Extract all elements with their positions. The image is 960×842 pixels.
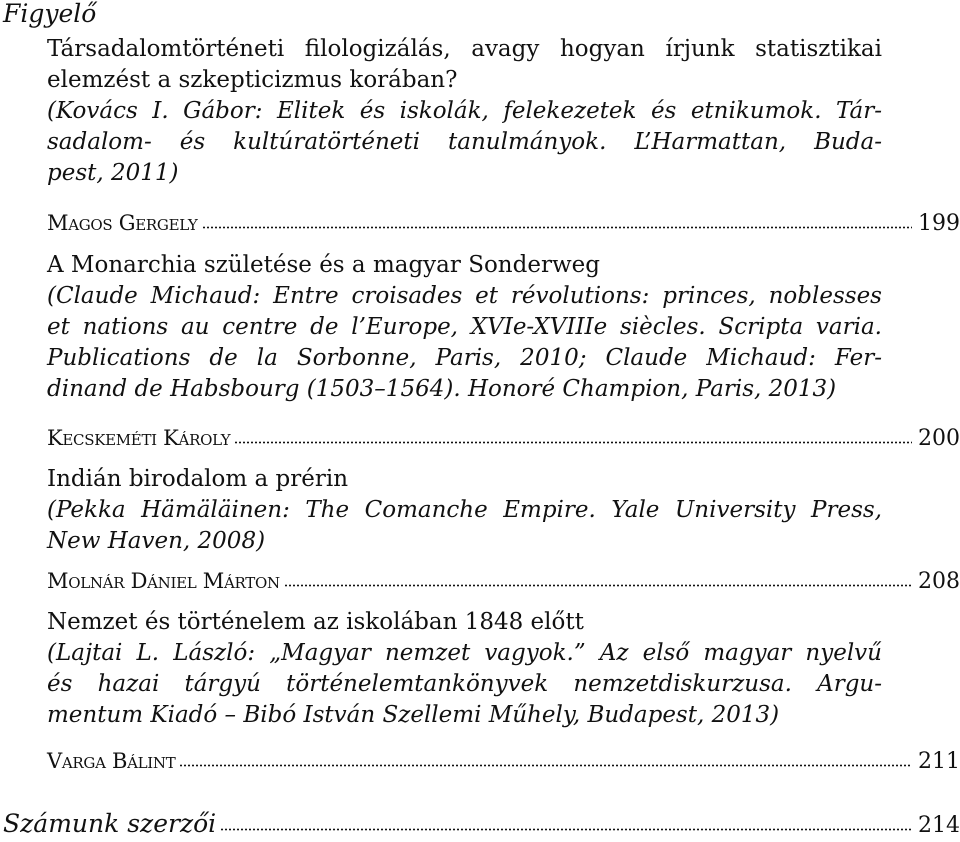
dot-leader [202,212,912,232]
entry-source-line: és hazai tárgyú történelemtankönyvek nemzetdiskurzusa. Argu- [47,671,882,697]
toc-entry [47,464,882,557]
entry-title-line: elemzést a szkepticizmus korában? [47,67,458,93]
entry-source-line: (Pekka Hämäläinen: The Comanche Empire. Yale University Press, [47,497,882,523]
toc-author-row[interactable] [47,423,960,453]
section-title: Figyelő [3,0,97,28]
toc-author-row[interactable] [47,566,960,596]
entry-source-line: dinand de Habsbourg (1503–1564). Honoré Champion, Paris, 2013) [47,376,837,402]
entry-source-line: Publications de la Sorbonne, Paris, 2010; Claude Michaud: Fer- [47,345,882,371]
footer-label: Számunk szerzői [3,809,217,838]
dot-leader [220,814,912,834]
footer-page-number: 214 [918,813,960,838]
entry-source-line: pest, 2011) [47,160,179,186]
entry-title-line: Indián birodalom a prérin [47,466,349,492]
entry-page-number: 199 [918,211,960,236]
dot-leader [234,427,912,447]
entry-author: Kecskeméti Károly [47,426,231,450]
entry-source-line: sadalom- és kultúratörténeti tanulmányok. L’Harmattan, Buda- [47,129,882,155]
entry-page-number: 200 [918,426,960,451]
dot-leader [179,750,912,770]
entry-source-line: (Kovács I. Gábor: Elitek és iskolák, felekezetek és etnikumok. Tár- [47,98,882,124]
entry-page-number: 211 [918,749,960,774]
entry-author: Molnár Dániel Márton [47,569,280,593]
toc-footer-row[interactable] [3,808,960,840]
toc-author-row[interactable] [47,746,960,776]
toc-author-row[interactable] [47,208,960,238]
entry-source-line: mentum Kiadó – Bibó István Szellemi Műhely, Budapest, 2013) [47,702,780,728]
entry-title-line: Nemzet és történelem az iskolában 1848 előtt [47,609,584,635]
entry-author: Varga Bálint [47,749,176,773]
entry-source-line: (Claude Michaud: Entre croisades et révolutions: princes, noblesses [47,283,882,309]
toc-entry [47,34,882,189]
entry-title-line: Társadalomtörténeti filologizálás, avagy hogyan írjunk statisztikai [47,36,882,62]
toc-entry [47,250,882,405]
toc-entry [47,607,882,731]
dot-leader [284,570,912,590]
entry-page-number: 208 [918,569,960,594]
entry-title-line: A Monarchia születése és a magyar Sonderweg [47,252,600,278]
entry-author: Magos Gergely [47,211,198,235]
entry-source-line: New Haven, 2008) [47,528,266,554]
entry-source-line: (Lajtai L. László: „Magyar nemzet vagyok.” Az első magyar nyelvű [47,640,882,666]
entry-source-line: et nations au centre de l’Europe, XVIe-XVIIIe siècles. Scripta varia. [47,314,882,340]
